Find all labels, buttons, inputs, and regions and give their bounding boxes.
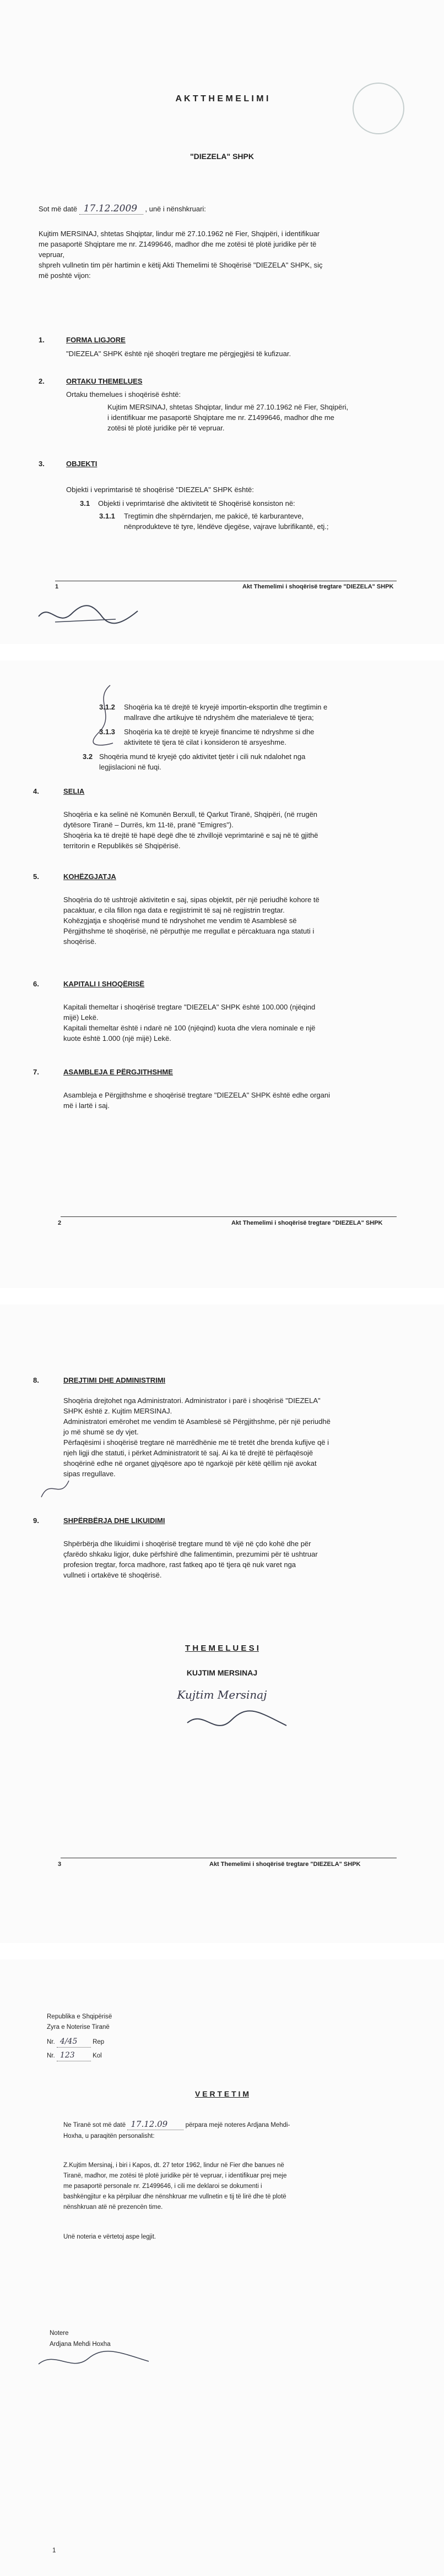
page-gap — [0, 644, 444, 661]
handwritten-date: 17.12.2009 — [79, 204, 143, 215]
section-line: çfarëdo shkaku ligjor, duke përfshirë dhe falimentimin, prezumimi për të ushtruar — [63, 1550, 318, 1558]
header-line: Republika e Shqipërisë — [47, 2013, 112, 2020]
date-line — [39, 204, 206, 215]
section-line: Kapitali themeltar i shoqërisë tregtare "DIEZELA" SHPK është 100.000 (njëqind — [63, 1003, 316, 1011]
kol-label: Kol — [93, 2053, 102, 2059]
subsection-line: Tregtimin dhe shpërndarjen, me pakicë, të karburanteve, — [124, 512, 304, 520]
closing-statement: Unë noteria e vërtetoj aspe legjit. — [63, 2234, 156, 2240]
signature-icon — [182, 1706, 292, 1739]
section-number: 4. — [33, 787, 39, 795]
page-2 — [0, 661, 444, 1288]
footer-text: Akt Themelimi i shoqërisë tregtare "DIEZELA" SHPK — [242, 583, 394, 590]
section-line: pacaktuar, e cila fillon nga data e regjistrimit të saj në regjistrin tregtar. — [63, 906, 285, 914]
document-title: A K T T H E M E L I M I — [175, 94, 269, 103]
subsection-line: Shoqëria ka të drejtë të kryejë financime të ndryshme si dhe — [124, 728, 315, 736]
notary-label: Notere — [50, 2330, 69, 2337]
section-heading: KOHËZGJATJA — [63, 872, 116, 881]
signature-icon — [33, 594, 143, 633]
certification-line: Hoxha, u paraqitën personalisht: — [63, 2133, 155, 2140]
certification-line — [63, 2119, 290, 2131]
page-gap — [0, 1943, 444, 1960]
section-heading: KAPITALI I SHOQËRISË — [63, 980, 145, 988]
section-heading: ORTAKU THEMELUES — [66, 377, 143, 385]
section-text: "DIEZELA" SHPK është një shoqëri tregtare me përgjegjësi të kufizuar. — [66, 350, 291, 358]
signature-icon — [33, 2345, 154, 2378]
body-line: nënshkruan atë në prezencën time. — [63, 2204, 163, 2211]
page-1 — [0, 0, 444, 644]
margin-mark-icon — [88, 683, 121, 749]
section-line: Shpërbërja dhe likuidimi i shoqërisë tregtare mund të vijë në çdo kohë dhe për — [63, 1540, 311, 1548]
subsection-text — [124, 511, 421, 532]
section-text — [63, 1395, 421, 1479]
footer-rule — [61, 1216, 397, 1217]
body-line: me pasaportë personale nr. Z1499646, i cili me deklaroi se dokumenti i — [63, 2183, 262, 2190]
subsection-text — [99, 751, 419, 772]
register-number — [47, 2037, 104, 2048]
subsection-line: nënprodukteve të tyre, lëndëve djegëse, vajrave lubrifikantë, etj.; — [124, 522, 329, 531]
notary-stamp-icon — [353, 83, 404, 134]
intro-line: me pasaportë Shqiptare me nr. Z1499646, madhor dhe me zotësi të plotë juridike për të — [39, 240, 317, 248]
date-suffix: , unë i nënshkruari: — [145, 205, 206, 213]
section-line: Përfaqësimi i shoqërisë tregtare në marrëdhënie me të tretët dhe brenda kufijve që i — [63, 1438, 329, 1447]
page-number: 3 — [58, 1861, 62, 1868]
line-text: përpara mejë noteres Ardjana Mehdi- — [185, 2122, 290, 2129]
handwritten-date: 17.12.09 — [127, 2119, 183, 2130]
nr-label: Nr. — [47, 2039, 55, 2045]
section-line: Shoqëria e ka selinë në Komunën Berxull, të Qarkut Tiranë, Shqipëri, (në rrugën — [63, 810, 318, 818]
section-text — [63, 894, 421, 947]
section-text — [63, 1002, 421, 1044]
section-number: 2. — [39, 377, 45, 385]
subsection-line: aktivitete të tjera të cilat i konsideron të arsyeshme. — [124, 738, 286, 746]
notary-name: Ardjana Mehdi Hoxha — [50, 2341, 111, 2348]
founder-details — [107, 402, 421, 433]
rep-label: Rep — [93, 2039, 105, 2045]
section-number: 8. — [33, 1376, 39, 1384]
subsection-line: legjislacioni në fuqi. — [99, 763, 161, 771]
date-prefix: Sot më datë — [39, 205, 78, 213]
margin-mark-icon — [39, 1475, 72, 1503]
section-line: më i lartë i saj. — [63, 1101, 110, 1110]
section-heading: SELIA — [63, 787, 85, 795]
section-number: 5. — [33, 872, 39, 881]
subsection-line: mallrave dhe artikujve të ndryshëm dhe materialeve të tjera; — [124, 713, 314, 722]
subsection-number: 3.1 — [80, 499, 90, 507]
section-line: Shoqëria ka të drejtë të hapë degë dhe të zhvillojë veprimtarinë e saj në të gjithë — [63, 831, 318, 839]
section-line: Administratori emërohet me vendim të Asamblesë së Përgjithshme, për një periudhë — [63, 1417, 331, 1426]
nr-value: 123 — [57, 2050, 91, 2061]
subsection-text — [124, 702, 421, 723]
section-line: Përgjithshme të shoqërisë, në përputhje me rregullat e përcaktuara nga statuti i — [63, 927, 315, 935]
section-line: territorin e Republikës së Shqipërisë. — [63, 842, 181, 850]
section-text — [63, 809, 421, 851]
founder-signature: Kujtim Mersinaj — [177, 1688, 267, 1701]
section-line: vullneti i ortakëve të shoqërisë. — [63, 1571, 162, 1579]
body-line: Tiranë, madhor, me zotësi të plotë juridike për të vepruar, i identifikuar prej meje — [63, 2173, 287, 2179]
founder-line: zotësi të plotë juridike për të vepruar. — [107, 424, 225, 432]
section-line: Shoqëria do të ushtrojë aktivitetin e saj, sipas objektit, për një periudhë kohore të — [63, 896, 320, 904]
section-line: mijë) Lekë. — [63, 1013, 99, 1022]
notary-header — [47, 2012, 112, 2033]
page-3 — [0, 1305, 444, 1943]
company-name: "DIEZELA" SHPK — [190, 152, 254, 161]
line-text: Ne Tiranë sot më datë — [63, 2122, 126, 2129]
body-line: bashkëngjitur e ka përpiluar dhe nënshkruar me vullnetin e tij të lirë dhe të plotë — [63, 2193, 286, 2200]
body-line: Z.Kujtim Mersinaj, i biri i Kapos, dt. 27 tetor 1962, lindur në Fier dhe banues në — [63, 2162, 284, 2169]
section-number: 6. — [33, 980, 39, 988]
intro-paragraph — [39, 228, 413, 281]
page-number: 1 — [55, 583, 59, 590]
section-line: sipas rregullave. — [63, 1470, 116, 1478]
founder-line: Kujtim MERSINAJ, shtetas Shqiptar, lindur më 27.10.1962 në Fier, Shqipëri, — [107, 403, 349, 411]
section-number: 9. — [33, 1516, 39, 1525]
subsection-line: Shoqëria mund të kryejë çdo aktivitet tjetër i cili nuk ndalohet nga — [99, 752, 306, 761]
founder-line: i identifikuar me pasaportë Shqiptare me nr. Z1499646, madhor dhe me — [107, 413, 334, 422]
intro-line: vepruar, — [39, 250, 64, 259]
section-number: 1. — [39, 336, 45, 344]
intro-line: shpreh vullnetin tim për hartimin e këtij Akti Themelimi të Shoqërisë "DIEZELA" SHPK, siç — [39, 261, 323, 269]
section-text — [63, 1538, 421, 1580]
section-line: njeh ligji dhe statuti, i përket Administratorit të saj. Ai ka të drejtë të përfaqësojë — [63, 1449, 313, 1457]
section-line: Asambleja e Përgjithshme e shoqërisë tregtare "DIEZELA" SHPK është edhe organi — [63, 1091, 330, 1099]
subsection-number: 3.1.3 — [99, 728, 115, 736]
intro-line: Kujtim MERSINAJ, shtetas Shqiptar, lindur më 27.10.1962 në Fier, Shqipëri, i identifikuar — [39, 230, 320, 238]
intro-line: më poshtë vijon: — [39, 271, 91, 280]
section-text: Objekti i veprimtarisë të shoqërisë "DIEZELA" SHPK është: — [66, 485, 254, 494]
footer-text: Akt Themelimi i shoqërisë tregtare "DIEZELA" SHPK — [209, 1861, 361, 1868]
section-line: SHPK është z. Kujtim MERSINAJ. — [63, 1407, 172, 1415]
page-number: 2 — [58, 1220, 62, 1226]
register-number — [47, 2050, 102, 2061]
section-line: shoqërinë edhe në organet gjyqësore apo të ngarkojë për këtë qëllim një avokat — [63, 1459, 317, 1467]
section-line: Kapitali themeltar është i ndarë në 100 (njëqind) kuota dhe vlera nominale e një — [63, 1024, 316, 1032]
section-text — [63, 1090, 421, 1111]
certification-title: V E R T E T I M — [194, 2089, 249, 2098]
header-line: Zyra e Noterise Tiranë — [47, 2024, 110, 2031]
section-line: Kohëzgjatja e shoqërisë mund të ndryshohet me vendim të Asamblesë së — [63, 916, 297, 925]
section-line: dytësore Tiranë – Durrës, km 11-të, pranë "Emigres"). — [63, 821, 234, 829]
section-line: kuote është 1.000 (një mijë) Lekë. — [63, 1034, 171, 1043]
nr-value: 4/45 — [57, 2037, 91, 2048]
certification-body — [63, 2160, 416, 2213]
section-heading: SHPËRBËRJA DHE LIKUIDIMI — [63, 1516, 165, 1525]
subsection-line: Shoqëria ka të drejtë të kryejë importin-eksportin dhe tregtimin e — [124, 703, 328, 711]
subsection-number: 3.1.2 — [99, 703, 115, 711]
page-gap — [0, 1288, 444, 1305]
section-line: profesion tregtar, forca madhore, rast fatkeq apo të tjera që nuk varet nga — [63, 1560, 296, 1569]
founder-name: KUJTIM MERSINAJ — [186, 1668, 258, 1677]
subsection-number: 3.2 — [83, 752, 93, 761]
section-line: Shoqëria drejtohet nga Administratori. Administrator i parë i shoqërisë "DIEZELA" — [63, 1396, 321, 1405]
section-heading: ASAMBLEJA E PËRGJITHSHME — [63, 1068, 173, 1076]
section-number: 7. — [33, 1068, 39, 1076]
section-line: shoqërisë. — [63, 937, 96, 946]
section-heading: DREJTIMI DHE ADMINISTRIMI — [63, 1376, 166, 1384]
subsection-number: 3.1.1 — [99, 512, 115, 520]
section-number: 3. — [39, 460, 45, 468]
page-4 — [0, 1960, 444, 2576]
subsection-text — [124, 727, 421, 747]
nr-label: Nr. — [47, 2053, 55, 2059]
subsection-text: Objekti i veprimtarisë dhe aktivitetit të Shoqërisë konsiston në: — [98, 499, 295, 507]
section-text: Ortaku themelues i shoqërisë është: — [66, 390, 181, 399]
bottom-mark: 1 — [52, 2547, 56, 2554]
footer-text: Akt Themelimi i shoqërisë tregtare "DIEZELA" SHPK — [231, 1220, 383, 1226]
section-heading: OBJEKTI — [66, 460, 98, 468]
founder-title: T H E M E L U E S I — [185, 1644, 259, 1653]
section-line: jo më shumë se dy vjet. — [63, 1428, 139, 1436]
section-heading: FORMA LIGJORE — [66, 336, 126, 344]
